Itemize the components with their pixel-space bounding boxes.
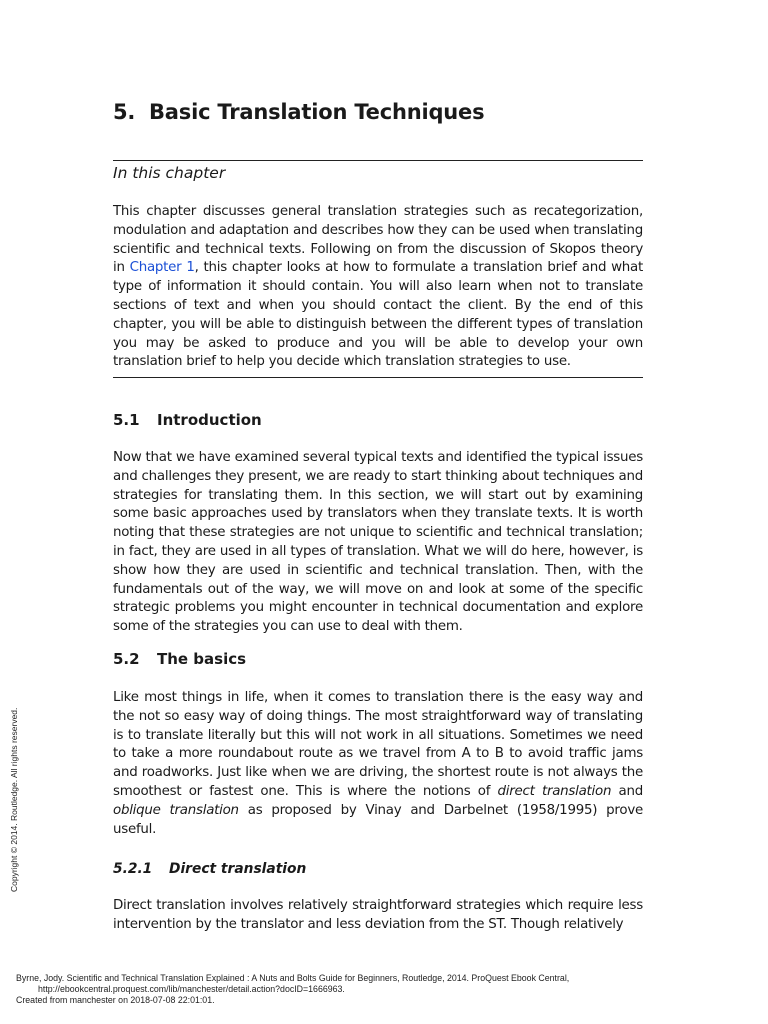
basics-text-2: and xyxy=(611,783,643,799)
chapter-summary xyxy=(113,203,643,372)
oblique-translation-term: oblique translation xyxy=(113,802,239,818)
section-5-2-heading xyxy=(113,650,246,668)
direct-translation-paragraph: Direct translation involves relatively straightforward strategies which require less intervention by the translator and less deviation from the ST. Though relatively xyxy=(113,898,643,932)
subsection-5-2-1-number: 5.2.1 xyxy=(113,861,153,877)
in-this-chapter-heading: In this chapter xyxy=(113,164,226,182)
citation-footer xyxy=(16,973,756,1006)
subsection-5-2-1-title: Direct translation xyxy=(169,861,307,877)
basics-paragraph xyxy=(113,689,643,839)
basics-text-1: Like most things in life, when it comes to translation there is the easy way and the not so easy way of doing things. The most straightforward way of translating is to translate literally but this will not work in all situations. Sometimes we need to take a more roundabout route as we travel from A to B to avoid traffic jams and roadworks. Just like when we are driving, the shortest route is not always the smoothest or fastest one. This is where the notions of xyxy=(113,690,643,799)
section-5-2-title: The basics xyxy=(157,650,247,668)
summary-text-1: This chapter discusses general translation strategies such as recategorization, modulation and adaptation and describes how they can be used when translating scientific and technical texts. Following on from the discussion of Skopos theory in xyxy=(113,204,643,276)
section-5-2-number: 5.2 xyxy=(113,650,140,668)
created-line: Created from manchester on 2018-07-08 22:01:01. xyxy=(16,995,215,1005)
chapter-number: 5. xyxy=(113,100,136,124)
bottom-rule xyxy=(113,377,643,378)
summary-text-2: , this chapter looks at how to formulate a translation brief and what type of information it should contain. You will also learn when not to translate sections of text and when you should contact the client. By the end of this chapter, you will be able to distinguish between the different types of translation you may be asked to produce and you will be able to develop your own translation brief to help you decide which translation strategies to use. xyxy=(113,260,643,370)
subsection-5-2-1-heading xyxy=(113,861,306,877)
chapter-title xyxy=(113,100,484,124)
section-5-1-number: 5.1 xyxy=(113,411,140,429)
chapter-title-text: Basic Translation Techniques xyxy=(149,100,485,124)
copyright-notice: Copyright © 2014. Routledge. All rights reserved. xyxy=(9,707,19,892)
chapter-1-link[interactable]: Chapter 1 xyxy=(129,260,195,276)
basics-text-3: as proposed by Vinay and Darbelnet (1958/1995) prove useful. xyxy=(113,802,643,837)
section-5-1-title: Introduction xyxy=(157,411,262,429)
top-rule xyxy=(113,160,643,161)
introduction-paragraph: Now that we have examined several typical texts and identified the typical issues and challenges they present, we are ready to start thinking about techniques and strategies for translating them. In this section, we will start out by examining some basic approaches used by translators when they translate texts. It is worth noting that these strategies are not unique to scientific and technical translation; in fact, they are used in all types of translation. What we will do here, however, is show how they are used in scientific and technical translation. Then, with the fundamentals out of the way, we will move on and look at some of the specific strategic problems you might encounter in technical documentation and explore some of the strategies you can use to deal with them. xyxy=(113,450,643,635)
citation-line: Byrne, Jody. Scientific and Technical Translation Explained : A Nuts and Bolts Guide for Beginners, Routledge, 2014. ProQuest Ebook Central, xyxy=(16,973,570,983)
direct-translation-term: direct translation xyxy=(497,783,612,799)
citation-url[interactable]: http://ebookcentral.proquest.com/lib/manchester/detail.action?docID=1666963. xyxy=(38,984,345,994)
section-5-1-heading xyxy=(113,411,262,429)
